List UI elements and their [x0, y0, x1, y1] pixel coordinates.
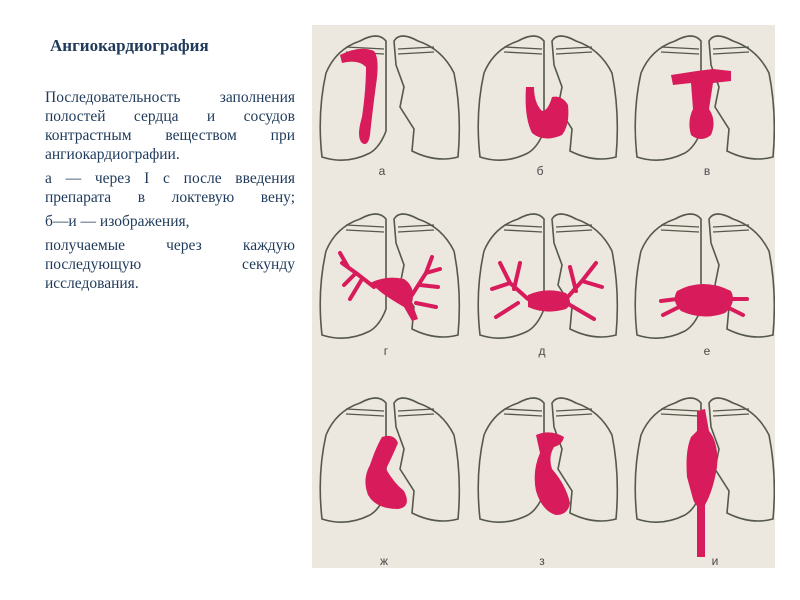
panel-label-e: е: [703, 344, 711, 358]
slide-text: [45, 88, 295, 298]
paragraph-sequence: получаемые через каждую последующую секунду исследования.: [45, 237, 295, 292]
panel-label-v: в: [703, 164, 711, 178]
panel-label-i: и: [711, 554, 719, 568]
panel-zh: [320, 398, 459, 568]
panel-z: [478, 398, 617, 568]
paragraph-panels-b-i: б—и — изображения,: [45, 213, 190, 230]
paragraph-panel-a: а — через I с после введения препарата в локтевую вену;: [45, 170, 295, 206]
paragraph-description: Последовательность заполнения полостей сердца и сосудов контрастным веществом при ангиокардиографии.: [45, 89, 295, 163]
panel-label-g: г: [383, 344, 389, 358]
panel-i: [635, 398, 774, 568]
panel-label-a: а: [378, 164, 386, 178]
angiocardiography-figure: [312, 25, 775, 568]
panel-label-z: з: [539, 554, 545, 568]
panel-a: [320, 36, 459, 178]
panel-v: [635, 36, 774, 178]
slide-title: Ангиокардиография: [50, 36, 209, 55]
panel-e: [635, 214, 774, 358]
panel-label-d: д: [538, 344, 546, 358]
panel-d: [478, 214, 617, 358]
panel-b: [478, 36, 617, 178]
panel-g: [320, 214, 459, 358]
panel-label-zh: ж: [379, 554, 389, 568]
panel-label-b: б: [536, 164, 544, 178]
